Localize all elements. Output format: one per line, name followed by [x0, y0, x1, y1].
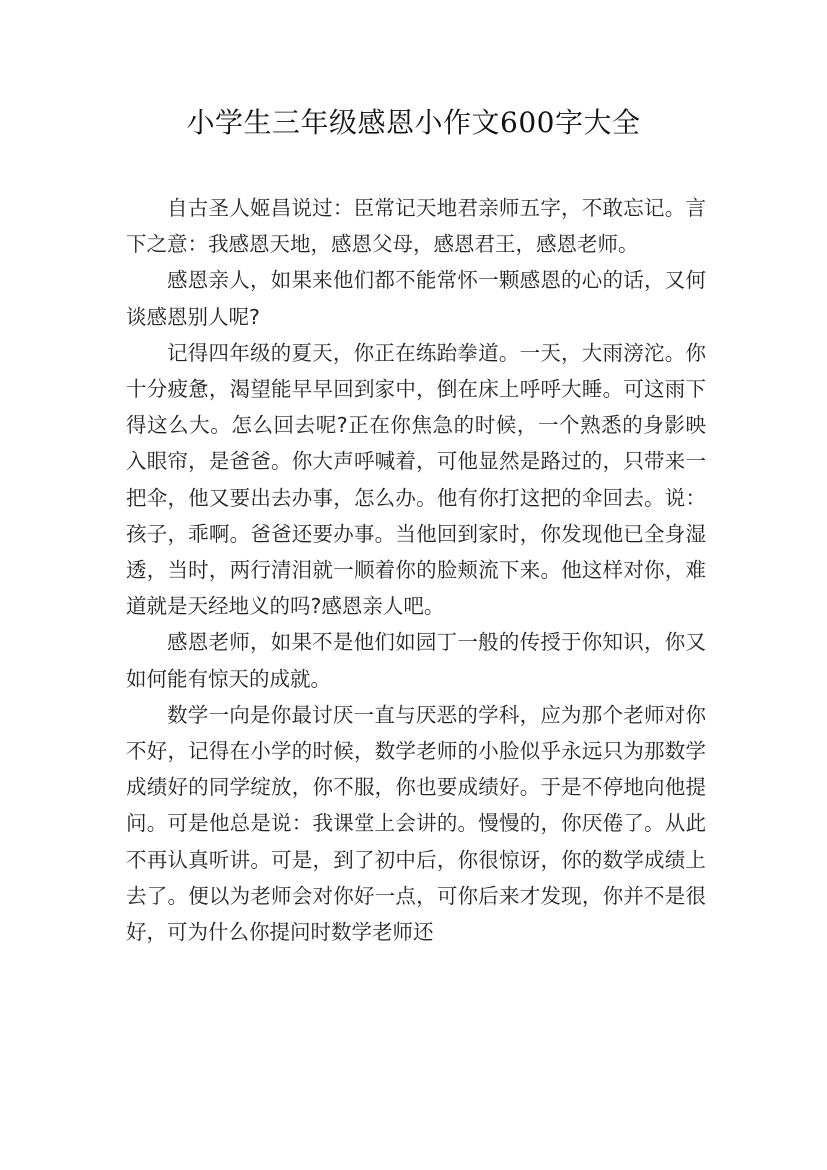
document-body	[126, 190, 706, 950]
paragraph: 数学一向是你最讨厌一直与厌恶的学科，应为那个老师对你不好，记得在小学的时候，数学老师的小脸似乎永远只为那数学成绩好的同学绽放，你不服，你也要成绩好。于是不停地向他提问。可是他总是说：我课堂上会讲的。慢慢的，你厌倦了。从此不再认真听讲。可是，到了初中后，你很惊讶，你的数学成绩上去了。便以为老师会对你好一点，可你后来才发现，你并不是很好，可为什么你提问时数学老师还	[126, 702, 706, 945]
paragraph: 记得四年级的夏天，你正在练跆拳道。一天，大雨滂沱。你十分疲惫，渴望能早早回到家中，倒在床上呼呼大睡。可这雨下得这么大。怎么回去呢?正在你焦急的时候，一个熟悉的身影映入眼帘，是爸爸。你大声呼喊着，可他显然是路过的，只带来一把伞，他又要出去办事，怎么办。他有你打这把的伞回去。说：孩子，乖啊。爸爸还要办事。当他回到家时，你发现他已全身湿透，当时，两行清泪就一顺着你的脸颊流下来。他这样对你，难道就是天经地义的吗?感恩亲人吧。	[126, 340, 706, 619]
document-title: 小学生三年级感恩小作文600字大全	[186, 106, 641, 139]
paragraph: 自古圣人姬昌说过：臣常记天地君亲师五字，不敢忘记。言下之意：我感恩天地，感恩父母，感恩君王，感恩老师。	[126, 196, 706, 257]
paragraph: 感恩亲人，如果来他们都不能常怀一颗感恩的心的话，又何谈感恩别人呢?	[126, 268, 706, 329]
paragraph: 感恩老师，如果不是他们如园丁一般的传授于你知识，你又如何能有惊天的成就。	[126, 630, 706, 691]
